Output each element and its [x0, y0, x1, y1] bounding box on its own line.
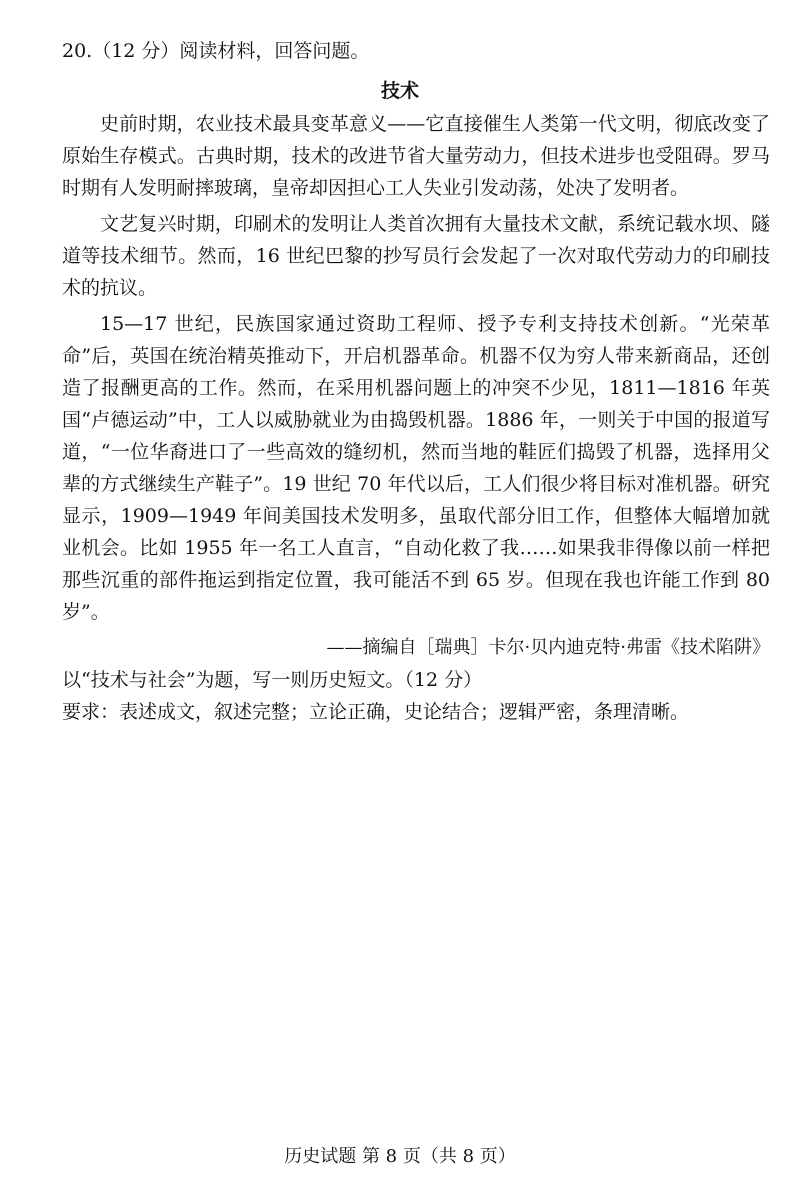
- reading-material: [62, 108, 770, 728]
- material-title: 技术: [380, 80, 419, 102]
- question-header: 20.（12 分）阅读材料，回答问题。: [62, 40, 370, 62]
- task-prompt: 以“技术与社会”为题，写一则历史短文。（12 分）: [62, 669, 483, 691]
- material-paragraph-3: 15—17 世纪，民族国家通过资助工程师、授予专利支持技术创新。“光荣革命”后，英国在统治精英推动下，开启机器革命。机器不仅为穷人带来新商品，还创造了报酬更高的工作。然而，在采用机器问题上的冲突不少见，1811—1816 年英国“卢德运动”中，工人以威胁就业为由捣毁机器。1886 年，一则关于中国的报道写道，“一位华裔进口了一些高效的缝纫机，然而当地的鞋匠们捣毁了机器，选择用父辈的方式继续生产鞋子”。19 世纪 70 年代以后，工人们很少将目标对准机器。研究显示，1909—1949 年间美国技术发明多，虽取代部分旧工作，但整体大幅增加就业机会。比如 1955 年一名工人直言，“自动化救了我……如果我非得像以前一样把那些沉重的部件拖运到指定位置，我可能活不到 65 岁。但现在我也许能工作到 80 岁”。: [62, 313, 770, 623]
- material-source: ——摘编自［瑞典］卡尔·贝内迪克特·弗雷《技术陷阱》: [326, 637, 770, 658]
- material-paragraph-2: 文艺复兴时期，印刷术的发明让人类首次拥有大量技术文献，系统记载水坝、隧道等技术细节。然而，16 世纪巴黎的抄写员行会发起了一次对取代劳动力的印刷技术的抗议。: [62, 213, 770, 299]
- material-paragraph-1: 史前时期，农业技术最具变革意义——它直接催生人类第一代文明，彻底改变了原始生存模式。古典时期，技术的改进节省大量劳动力，但技术进步也受阻碍。罗马时期有人发明耐摔玻璃，皇帝却因担心工人失业引发动荡，处决了发明者。: [62, 113, 770, 199]
- task-requirements: 要求：表述成文，叙述完整；立论正确，史论结合；逻辑严密，条理清晰。: [62, 701, 690, 723]
- page-footer: 历史试题 第 8 页（共 8 页）: [284, 1146, 516, 1167]
